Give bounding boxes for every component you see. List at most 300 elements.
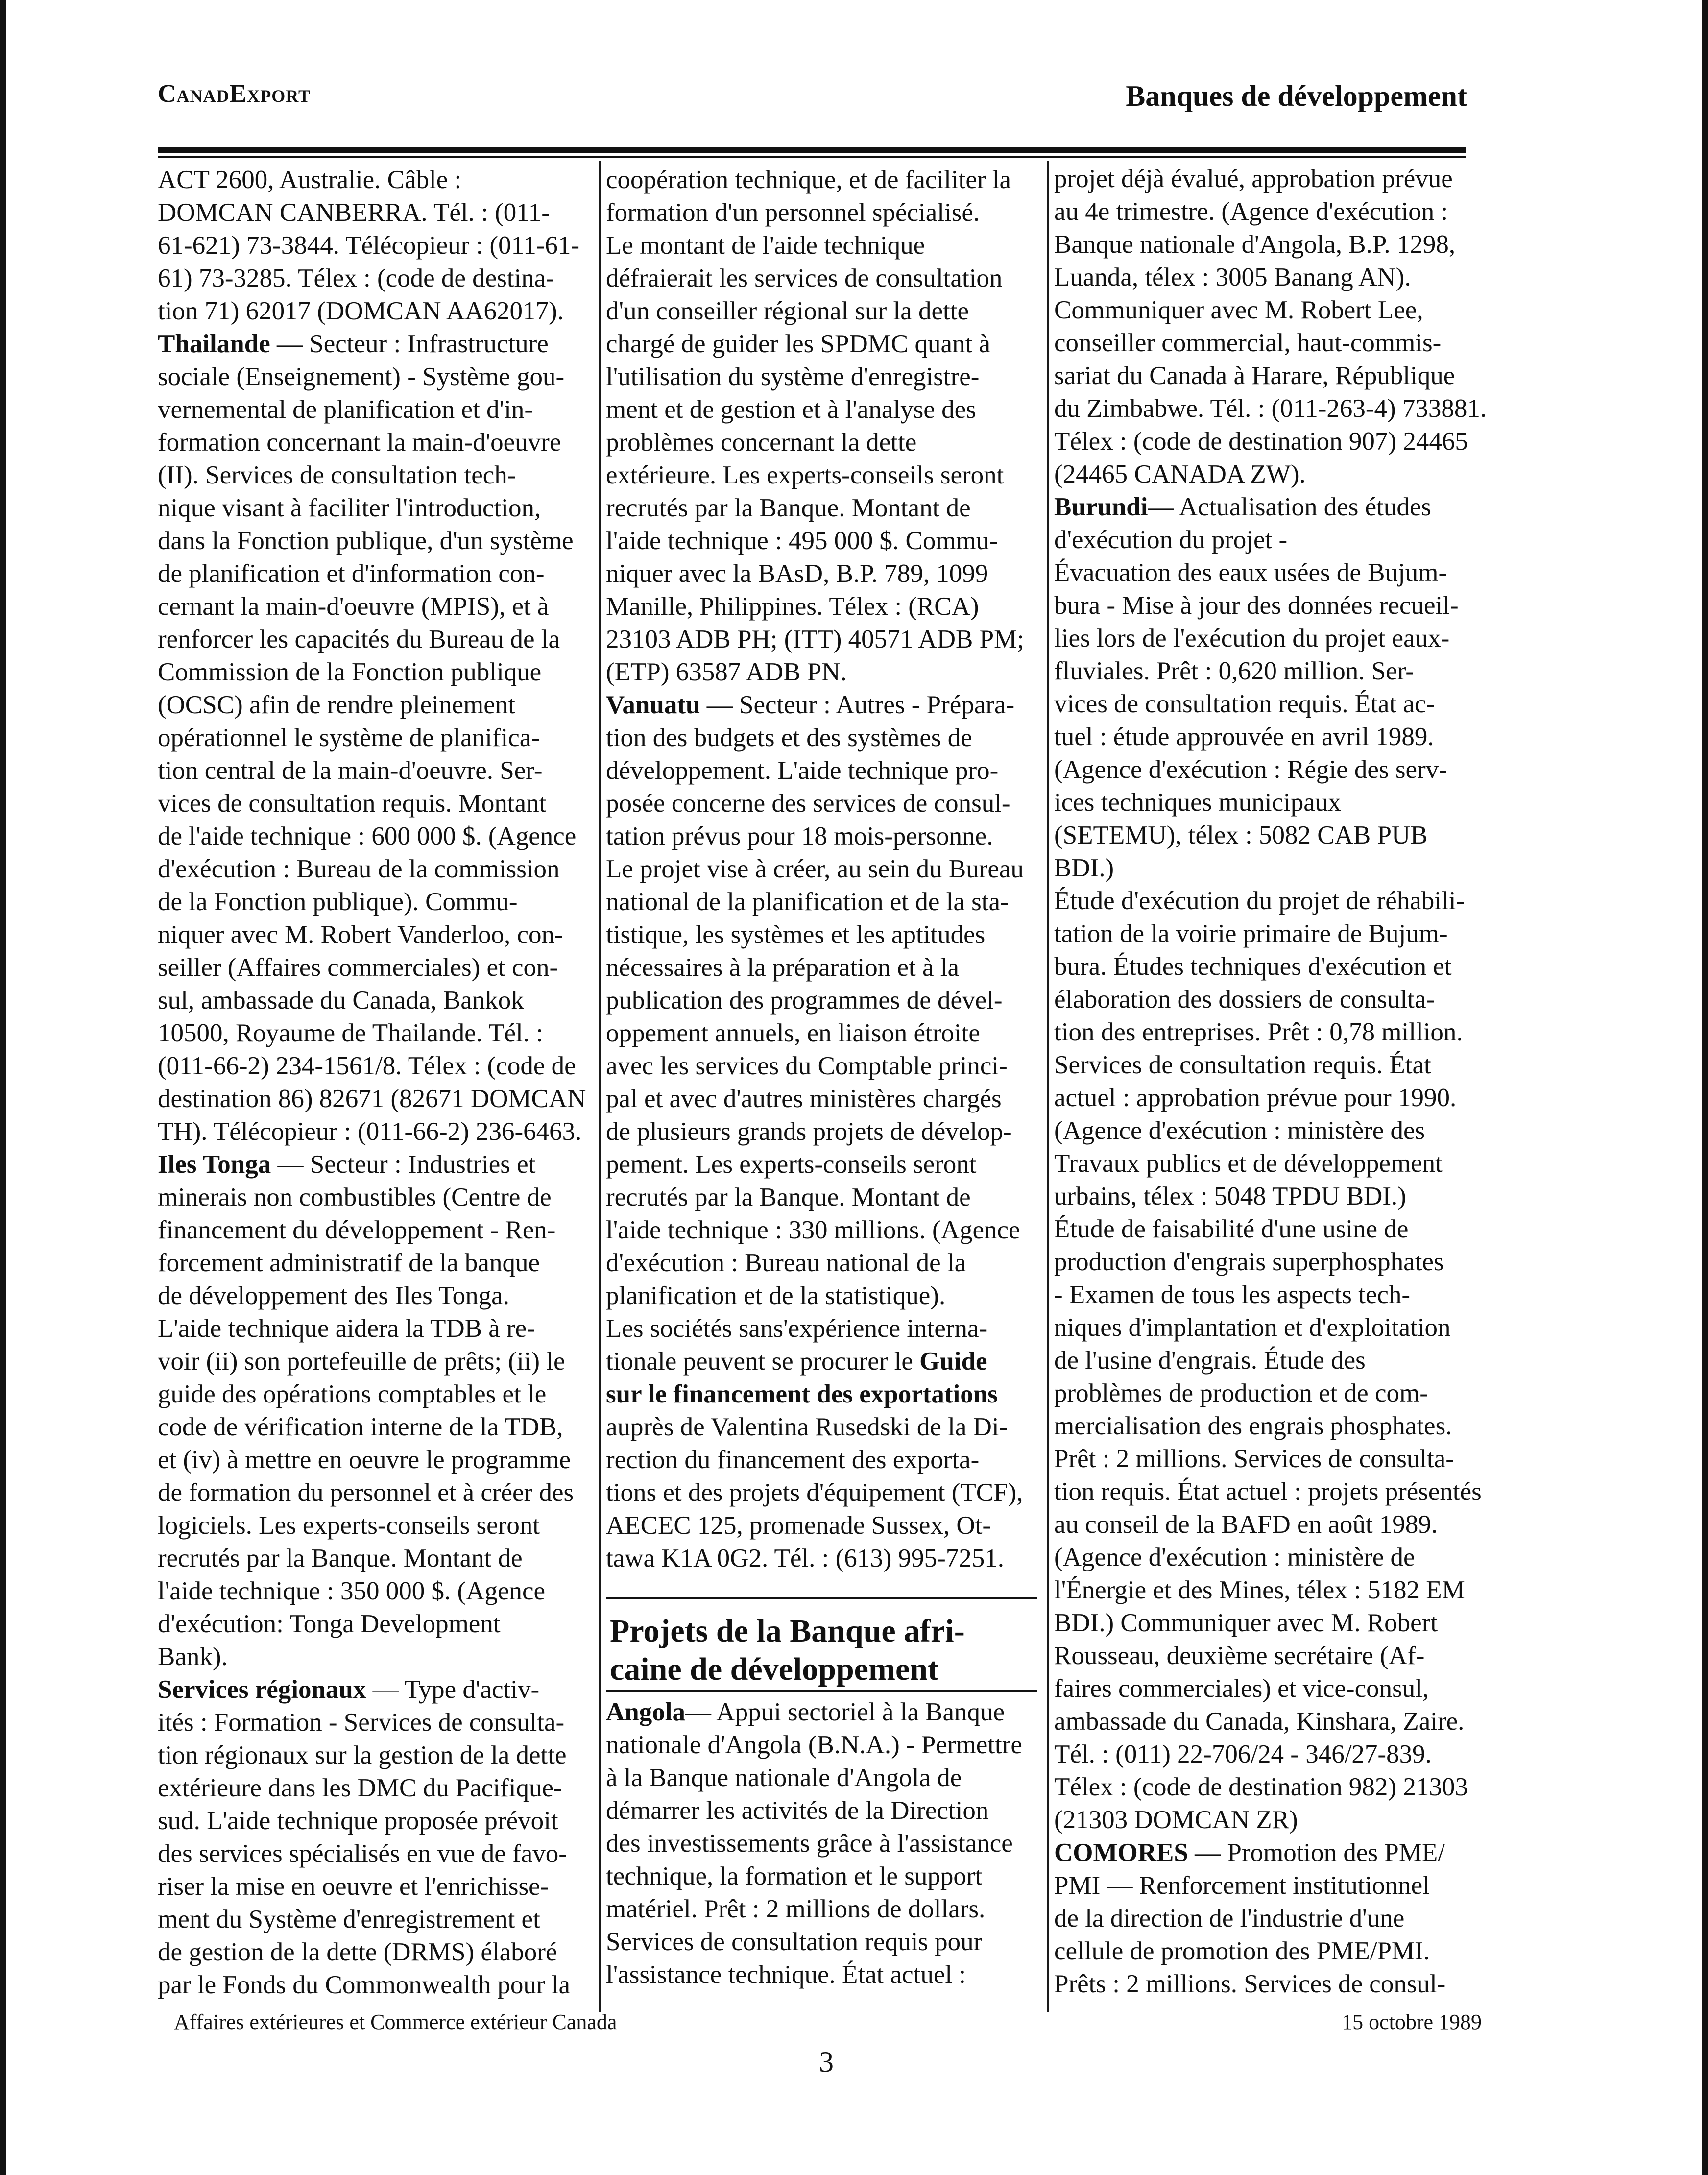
scan-left-edge — [0, 0, 6, 2175]
text-line — [158, 1608, 591, 1641]
text-run: vices de consultation requis. État ac- — [1054, 690, 1435, 718]
text-run: (Agence d'exécution : ministère des — [1054, 1116, 1425, 1145]
text-run: formation d'un personnel spécialisé. — [606, 198, 980, 227]
text-line — [158, 1083, 591, 1116]
text-line — [606, 295, 1039, 328]
text-line — [158, 1148, 591, 1182]
text-line — [1054, 524, 1488, 557]
text-line — [606, 1893, 1039, 1926]
text-line — [158, 722, 591, 755]
text-line — [1054, 556, 1488, 590]
text-line — [1054, 327, 1488, 360]
text-line — [158, 1936, 591, 1969]
text-line — [158, 623, 591, 656]
publication-name: CanadExport — [158, 80, 311, 108]
text-run: niquer avec M. Robert Vanderloo, con- — [158, 920, 563, 949]
text-line — [1054, 458, 1488, 491]
text-run: extérieure dans les DMC du Pacifique- — [158, 1774, 562, 1802]
text-run: Étude de faisabilité d'une usine de — [1054, 1215, 1409, 1243]
text-line — [606, 1378, 1039, 1411]
text-line — [158, 754, 591, 788]
text-line — [1054, 983, 1488, 1016]
text-run: pement. Les experts-conseils seront — [606, 1150, 977, 1179]
text-run: (Agence d'exécution : Régie des serv- — [1054, 755, 1447, 784]
text-run: Prêts : 2 millions. Services de consul- — [1054, 1970, 1446, 1998]
text-line — [606, 1509, 1039, 1543]
text-line — [606, 1476, 1039, 1510]
text-run: démarrer les activités de la Direction — [606, 1796, 989, 1825]
text-run: AECEC 125, promenade Sussex, Ot- — [606, 1511, 991, 1540]
text-line — [606, 787, 1039, 821]
bold-run: Iles Tonga — [158, 1150, 271, 1179]
text-line — [1054, 392, 1488, 426]
text-run: l'Énergie et des Mines, télex : 5182 EM — [1054, 1576, 1465, 1604]
text-line — [606, 820, 1039, 853]
text-line — [606, 1729, 1039, 1762]
text-line — [606, 1926, 1039, 1959]
text-line — [158, 1476, 591, 1510]
text-line — [1054, 491, 1488, 524]
text-line — [1054, 1213, 1488, 1246]
text-run: chargé de guider les SPDMC quant à — [606, 330, 991, 358]
text-line — [1054, 425, 1488, 459]
text-run: forcement administratif de la banque — [158, 1249, 540, 1277]
text-run: nique visant à faciliter l'introduction, — [158, 494, 541, 522]
text-line — [158, 1411, 591, 1444]
text-run: de planification et d'information con- — [158, 559, 545, 588]
bold-run: Thailande — [158, 330, 270, 358]
text-run: à la Banque nationale d'Angola de — [606, 1764, 962, 1792]
text-line — [158, 262, 591, 295]
text-run: — Promotion des PME/ — [1188, 1838, 1445, 1867]
text-run: de l'aide technique : 600 000 $. (Agence — [158, 822, 577, 850]
text-run: national de la planification et de la sta- — [606, 888, 1009, 916]
text-run: défraierait les services de consultation — [606, 264, 1003, 292]
text-run: (II). Services de consultation tech- — [158, 461, 516, 489]
text-line — [606, 1762, 1039, 1795]
text-line — [158, 1312, 591, 1346]
text-line — [606, 1958, 1039, 1992]
text-line — [606, 1312, 1039, 1346]
footer-date: 15 octobre 1989 — [1342, 2010, 1482, 2034]
text-run: recrutés par la Banque. Montant de — [606, 494, 971, 522]
text-run: tions et des projets d'équipement (TCF), — [606, 1478, 1023, 1507]
text-run: tation prévus pour 18 mois-personne. — [606, 822, 993, 850]
text-line — [158, 1542, 591, 1575]
text-line — [158, 853, 591, 886]
text-line — [1054, 589, 1488, 623]
text-line — [158, 1444, 591, 1477]
text-run: et (iv) à mettre en oeuvre le programme — [158, 1446, 571, 1474]
text-line — [1054, 1180, 1488, 1213]
text-run: l'assistance technique. État actuel : — [606, 1960, 966, 1989]
text-run: des investissements grâce à l'assistance — [606, 1829, 1013, 1858]
text-line — [1054, 1804, 1488, 1837]
text-run: l'aide technique : 495 000 $. Commu- — [606, 527, 998, 555]
text-run: développement. L'aide technique pro- — [606, 756, 999, 785]
text-run: publication des programmes de dével- — [606, 986, 1003, 1015]
text-run: des services spécialisés en vue de favo- — [158, 1839, 567, 1868]
section-heading-line: caine de développement — [610, 1651, 938, 1687]
text-run: sariat du Canada à Harare, République — [1054, 362, 1455, 390]
text-line — [606, 492, 1039, 525]
text-run: tuel : étude approuvée en avril 1989. — [1054, 723, 1434, 751]
text-line — [1054, 1016, 1488, 1049]
text-line — [606, 557, 1039, 591]
text-run: — Secteur : Industries et — [271, 1150, 536, 1179]
text-run: voir (ii) son portefeuille de prêts; (ii) le — [158, 1347, 565, 1376]
text-line — [1054, 1377, 1488, 1410]
text-line — [158, 689, 591, 722]
text-line — [1054, 1311, 1488, 1345]
text-run: tistique, les systèmes et les aptitudes — [606, 920, 986, 949]
text-run: renforcer les capacités du Bureau de la — [158, 625, 560, 653]
text-run: (21303 DOMCAN ZR) — [1054, 1806, 1298, 1834]
column-3 — [1054, 163, 1488, 2014]
text-line — [158, 328, 591, 361]
text-run: au conseil de la BAFD en août 1989. — [1054, 1510, 1438, 1539]
text-run: Commission de la Fonction publique — [158, 658, 542, 686]
text-line — [1054, 228, 1488, 262]
text-line — [606, 886, 1039, 919]
text-line — [606, 1214, 1039, 1247]
text-line — [158, 426, 591, 459]
text-line — [606, 196, 1039, 230]
text-run: BDI.) — [1054, 854, 1114, 882]
text-run: Services de consultation requis. État — [1054, 1051, 1431, 1079]
text-run: financement du développement - Ren- — [158, 1216, 556, 1244]
text-run: fluviales. Prêt : 0,620 million. Ser- — [1054, 657, 1414, 685]
text-line — [158, 229, 591, 263]
text-run: sud. L'aide technique proposée prévoit — [158, 1807, 558, 1835]
text-line — [606, 361, 1039, 394]
text-line — [158, 1214, 591, 1247]
text-line — [1054, 753, 1488, 787]
text-run: Services de consultation requis pour — [606, 1928, 983, 1956]
text-line — [1054, 1672, 1488, 1706]
text-run: problèmes de production et de com- — [1054, 1379, 1428, 1407]
text-run: tion 71) 62017 (DOMCAN AA62017). — [158, 297, 564, 325]
column-2 — [606, 163, 1039, 2014]
text-line — [158, 1641, 591, 1674]
text-run: Luanda, télex : 3005 Banang AN). — [1054, 263, 1411, 291]
text-line — [1054, 1771, 1488, 1804]
text-line — [158, 164, 591, 197]
text-line — [1054, 1279, 1488, 1312]
text-line — [158, 1247, 591, 1280]
text-line — [1054, 950, 1488, 984]
text-line — [606, 984, 1039, 1017]
text-run: ices techniques municipaux — [1054, 788, 1341, 817]
text-run: — Actualisation des études — [1148, 493, 1431, 521]
text-line — [1054, 294, 1488, 327]
bold-run: Angola — [606, 1698, 685, 1726]
text-line — [158, 1280, 591, 1313]
text-run: du Zimbabwe. Tél. : (011-263-4) 733881. — [1054, 394, 1487, 423]
text-line — [1054, 1541, 1488, 1574]
text-run: ités : Formation - Services de consulta- — [158, 1708, 565, 1737]
header-rule-thin — [158, 156, 1466, 158]
text-line — [1054, 1607, 1488, 1640]
text-line — [158, 787, 591, 821]
text-line — [1054, 1935, 1488, 1968]
text-run: l'utilisation du système d'enregistre- — [606, 362, 980, 391]
text-line — [606, 1794, 1039, 1828]
text-run: Travaux publics et de développement — [1054, 1149, 1443, 1178]
text-line — [606, 1017, 1039, 1050]
text-run: riser la mise en oeuvre et l'enrichisse- — [158, 1872, 549, 1901]
text-run: 61) 73-3285. Télex : (code de destina- — [158, 264, 554, 292]
text-line — [606, 1444, 1039, 1477]
text-line — [606, 1148, 1039, 1182]
text-line — [158, 1378, 591, 1411]
text-line — [1054, 688, 1488, 721]
text-run: Télex : (code de destination 982) 21303 — [1054, 1773, 1468, 1801]
text-run: (OCSC) afin de rendre pleinement — [158, 691, 515, 719]
text-line — [1054, 1443, 1488, 1476]
text-line — [606, 722, 1039, 755]
text-line — [158, 295, 591, 328]
text-line — [606, 754, 1039, 788]
header-rule-thick — [158, 147, 1466, 153]
text-line — [606, 1696, 1039, 1729]
text-run: tion central de la main-d'oeuvre. Ser- — [158, 756, 543, 785]
bold-run: COMORES — [1054, 1838, 1188, 1867]
text-run: Le projet vise à créer, au sein du Bureau — [606, 855, 1024, 883]
text-line — [1054, 1738, 1488, 1771]
text-line — [158, 1181, 591, 1214]
text-line — [1054, 1574, 1488, 1607]
text-run: ambassade du Canada, Kinshara, Zaire. — [1054, 1707, 1465, 1736]
heading-rule-bottom — [606, 1690, 1037, 1692]
text-line — [158, 459, 591, 492]
text-run: recrutés par la Banque. Montant de — [606, 1183, 971, 1211]
text-run: Communiquer avec M. Robert Lee, — [1054, 296, 1423, 324]
text-run: cernant la main-d'oeuvre (MPIS), et à — [158, 592, 549, 621]
text-line — [158, 1837, 591, 1871]
text-run: l'aide technique : 330 millions. (Agence — [606, 1216, 1020, 1244]
text-run: rection du financement des exporta- — [606, 1446, 980, 1474]
text-run: Prêt : 2 millions. Services de consulta- — [1054, 1445, 1454, 1473]
text-run: BDI.) Communiquer avec M. Robert — [1054, 1609, 1438, 1637]
text-run: code de vérification interne de la TDB, — [158, 1413, 563, 1441]
bold-run: Burundi — [1054, 493, 1148, 521]
text-line — [158, 1870, 591, 1904]
text-line — [158, 1805, 591, 1838]
text-line — [1054, 1114, 1488, 1148]
text-run: posée concerne des services de consul- — [606, 789, 1010, 818]
text-line — [1054, 885, 1488, 918]
text-run: Tél. : (011) 22-706/24 - 346/27-839. — [1054, 1740, 1432, 1768]
text-run: de plusieurs grands projets de dévelop- — [606, 1117, 1012, 1146]
text-run: de gestion de la dette (DRMS) élaboré — [158, 1938, 557, 1966]
bold-run: Guide — [919, 1347, 987, 1376]
text-run: tion des budgets et des systèmes de — [606, 724, 972, 752]
text-run: (ETP) 63587 ADB PN. — [606, 658, 847, 686]
text-line — [158, 1115, 591, 1149]
text-run: Manille, Philippines. Télex : (RCA) — [606, 592, 979, 621]
text-run: Banque nationale d'Angola, B.P. 1298, — [1054, 230, 1456, 259]
text-line — [606, 525, 1039, 558]
section-heading-line: Projets de la Banque afri- — [610, 1613, 965, 1649]
text-line — [158, 1575, 591, 1608]
text-run: faires commerciales) et vice-consul, — [1054, 1674, 1429, 1703]
text-line — [606, 164, 1039, 197]
text-run: d'un conseiller régional sur la dette — [606, 297, 969, 325]
text-run: pal et avec d'autres ministères chargés — [606, 1085, 1002, 1113]
text-run: (Agence d'exécution : ministère de — [1054, 1543, 1415, 1571]
text-line — [1054, 1049, 1488, 1082]
bold-run: sur le financement des exportations — [606, 1380, 998, 1408]
text-line — [1054, 918, 1488, 951]
text-run: opérationnel le système de planifica- — [158, 724, 540, 752]
footer-publisher: Affaires extérieures et Commerce extérieur Canada — [174, 2010, 617, 2034]
text-run: Télex : (code de destination 907) 24465 — [1054, 427, 1468, 456]
text-run: ment et de gestion et à l'analyse des — [606, 395, 976, 424]
text-run: niquer avec la BAsD, B.P. 789, 1099 — [606, 559, 988, 588]
text-line — [606, 1181, 1039, 1214]
text-line — [606, 1860, 1039, 1893]
text-line — [1054, 1344, 1488, 1378]
text-line — [1054, 1082, 1488, 1115]
text-line — [606, 426, 1039, 459]
text-run: Le montant de l'aide technique — [606, 231, 925, 260]
text-run: 61-621) 73-3844. Télécopieur : (011-61- — [158, 231, 580, 260]
text-line — [1054, 1475, 1488, 1509]
text-run: de la direction de l'industrie d'une — [1054, 1904, 1405, 1933]
text-line — [158, 393, 591, 427]
text-run: vices de consultation requis. Montant — [158, 789, 547, 818]
text-run: matériel. Prêt : 2 millions de dollars. — [606, 1895, 986, 1923]
text-run: cellule de promotion des PME/PMI. — [1054, 1937, 1430, 1965]
text-line — [158, 918, 591, 952]
text-run: nécessaires à la préparation et à la — [606, 953, 959, 982]
text-line — [606, 918, 1039, 952]
text-run: ment du Système d'enregistrement et — [158, 1905, 540, 1933]
text-run: oppement annuels, en liaison étroite — [606, 1019, 980, 1047]
text-run: tion requis. État actuel : projets présentés — [1054, 1477, 1482, 1506]
text-line — [158, 656, 591, 689]
text-run: de l'usine d'engrais. Étude des — [1054, 1346, 1366, 1375]
text-run: élaboration des dossiers de consulta- — [1054, 985, 1435, 1014]
section-title: Banques de développement — [1126, 80, 1467, 112]
text-line — [606, 262, 1039, 295]
text-line — [158, 1050, 591, 1083]
text-line — [158, 1017, 591, 1050]
text-line — [158, 196, 591, 230]
text-run: sociale (Enseignement) - Système gou- — [158, 362, 565, 391]
text-run: auprès de Valentina Rusedski de la Di- — [606, 1413, 1008, 1441]
text-line — [158, 590, 591, 624]
text-run: PMI — Renforcement institutionnel — [1054, 1871, 1430, 1900]
text-line — [1054, 1968, 1488, 2001]
text-run: sul, ambassade du Canada, Bankok — [158, 986, 524, 1015]
text-run: (011-66-2) 234-1561/8. Télex : (code de — [158, 1052, 576, 1080]
text-run: projet déjà évalué, approbation prévue — [1054, 165, 1453, 193]
text-line — [606, 1345, 1039, 1378]
bold-run: Services régionaux — [158, 1675, 366, 1704]
text-line — [1054, 1508, 1488, 1542]
text-line — [606, 229, 1039, 263]
text-run: Bank). — [158, 1643, 228, 1671]
text-line — [158, 1772, 591, 1805]
text-line — [606, 623, 1039, 656]
column-divider-2 — [1047, 161, 1049, 2012]
text-run: seiller (Affaires commerciales) et con- — [158, 953, 558, 982]
text-line — [158, 1706, 591, 1740]
text-line — [1054, 195, 1488, 229]
text-line — [606, 590, 1039, 624]
text-run: 23103 ADB PH; (ITT) 40571 ADB PM; — [606, 625, 1024, 653]
text-line — [606, 1280, 1039, 1313]
text-line — [158, 361, 591, 394]
text-run: extérieure. Les experts-conseils seront — [606, 461, 1004, 489]
text-run: actuel : approbation prévue pour 1990. — [1054, 1084, 1457, 1112]
text-run: — Secteur : Infrastructure — [270, 330, 549, 358]
text-run: niques d'implantation et d'exploitation — [1054, 1313, 1451, 1342]
text-run: logiciels. Les experts-conseils seront — [158, 1511, 540, 1540]
text-run: recrutés par la Banque. Montant de — [158, 1544, 523, 1572]
text-line — [1054, 1640, 1488, 1673]
text-run: Évacuation des eaux usées de Bujum- — [1054, 558, 1447, 587]
text-line — [158, 557, 591, 591]
text-line — [1054, 786, 1488, 820]
text-run: technique, la formation et le support — [606, 1862, 983, 1890]
text-line — [606, 1827, 1039, 1861]
text-line — [158, 886, 591, 919]
text-run: TH). Télécopieur : (011-66-2) 236-6463. — [158, 1117, 582, 1146]
text-run: ACT 2600, Australie. Câble : — [158, 166, 462, 194]
column-divider-1 — [599, 161, 601, 2012]
text-line — [606, 1050, 1039, 1083]
text-run: — Type d'activ- — [366, 1675, 540, 1704]
text-run: tion des entreprises. Prêt : 0,78 million. — [1054, 1018, 1463, 1046]
text-line — [606, 393, 1039, 427]
text-run: de la Fonction publique). Commu- — [158, 888, 518, 916]
text-run: problèmes concernant la dette — [606, 428, 917, 457]
text-line — [1054, 721, 1488, 754]
text-line — [1054, 360, 1488, 393]
text-run: au 4e trimestre. (Agence d'exécution : — [1054, 197, 1448, 226]
text-run: formation concernant la main-d'oeuvre — [158, 428, 561, 457]
text-line — [606, 1247, 1039, 1280]
text-run: de formation du personnel et à créer des — [158, 1478, 574, 1507]
text-line — [606, 853, 1039, 886]
text-line — [1054, 1246, 1488, 1279]
text-line — [158, 492, 591, 525]
text-run: bura - Mise à jour des données recueil- — [1054, 591, 1459, 620]
text-run: l'aide technique : 350 000 $. (Agence — [158, 1577, 546, 1605]
page-number: 3 — [819, 2046, 834, 2078]
text-run: nationale d'Angola (B.N.A.) - Permettre — [606, 1731, 1022, 1759]
text-line — [158, 1673, 591, 1707]
text-line — [606, 656, 1039, 689]
text-run: 10500, Royaume de Thailande. Tél. : — [158, 1019, 543, 1047]
text-line — [1054, 1147, 1488, 1181]
text-run: minerais non combustibles (Centre de — [158, 1183, 552, 1211]
text-line — [158, 1739, 591, 1772]
text-run: guide des opérations comptables et le — [158, 1380, 547, 1408]
text-run: destination 86) 82671 (82671 DOMCAN — [158, 1085, 586, 1113]
text-run: tation de la voirie primaire de Bujum- — [1054, 919, 1448, 948]
text-line — [606, 328, 1039, 361]
text-run: tawa K1A 0G2. Tél. : (613) 995-7251. — [606, 1544, 1005, 1572]
heading-rule-top — [606, 1597, 1037, 1599]
text-line — [1054, 819, 1488, 852]
text-line — [158, 1345, 591, 1378]
text-run: de développement des Iles Tonga. — [158, 1281, 509, 1310]
text-run: planification et de la statistique). — [606, 1281, 946, 1310]
